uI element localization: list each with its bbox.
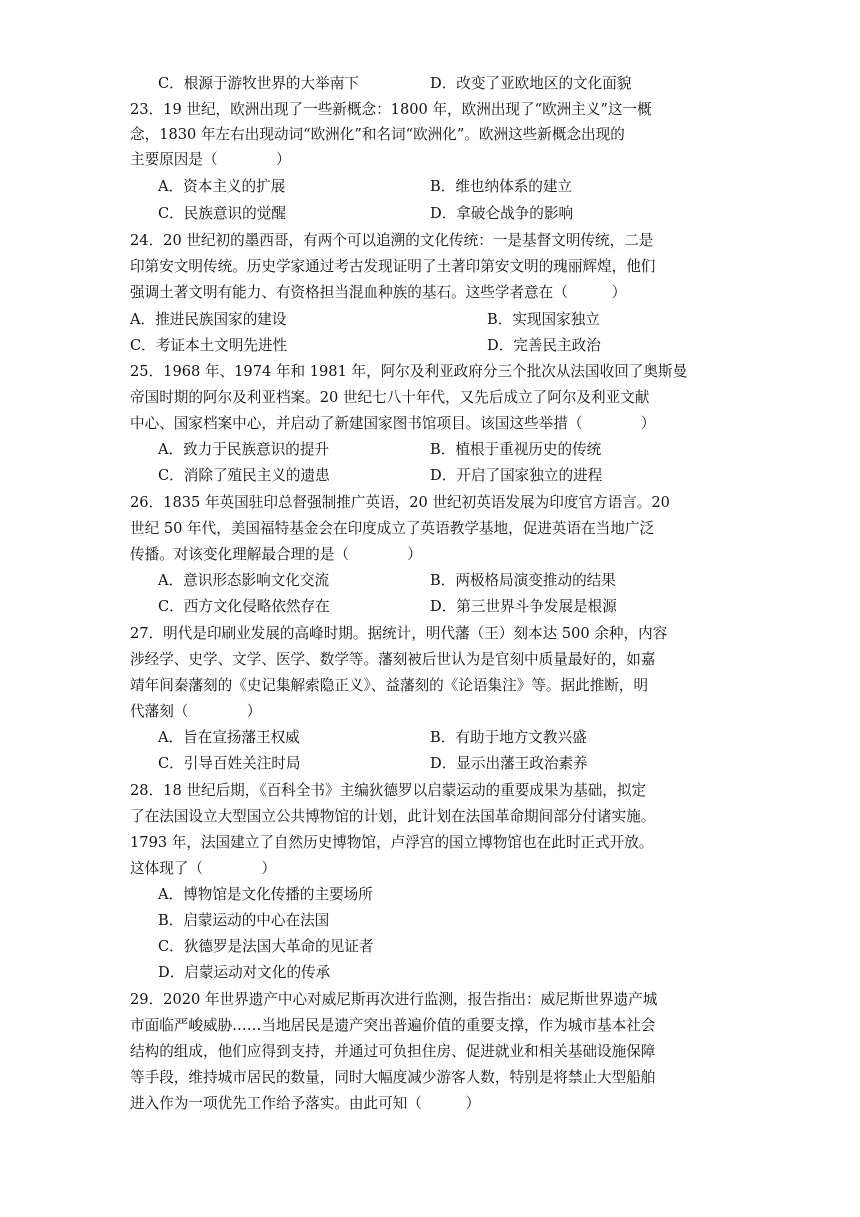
q25-option-b: B．植根于重视历史的传统 [430,441,602,458]
q23-stem-line: 主要原因是（ ） [130,151,291,168]
q25-option-a: A．致力于民族意识的提升 [158,441,330,458]
q23-stem-line: 23．19 世纪，欧洲出现了一些新概念：1800 年，欧洲出现了“欧洲主义”这一概 [130,101,652,118]
q25-stem-line: 25．1968 年、1974 年和 1981 年，阿尔及利亚政府分三个批次从法国收回了奥斯曼 [130,363,688,380]
q29-stem-line: 结构的组成，他们应得到支持，并通过可负担住房、促进就业和相关基础设施保障 [130,1043,656,1060]
q27-stem-line: 靖年间秦藩刻的《史记集解索隐正义》、益藩刻的《论语集注》等。据此推断，明 [130,677,649,694]
q29-stem-line: 29．2020 年世界遗产中心对威尼斯再次进行监测，报告指出：威尼斯世界遗产城 [130,991,658,1008]
q27-stem-line: 涉经学、史学、文学、医学、数学等。藩刻被后世认为是官刻中质量最好的，如嘉 [130,651,656,668]
q26-stem-line: 26．1835 年英国驻印总督强制推广英语，20 世纪初英语发展为印度官方语言。20 [130,494,670,511]
q22-option-c: C．根源于游牧世界的大举南下 [158,75,359,92]
q29-stem-line: 等手段，维持城市居民的数量，同时大幅度减少游客人数，特别是将禁止大型船舶 [130,1069,656,1086]
q27-option-b: B．有助于地方文教兴盛 [430,729,587,746]
q24-stem-line: 印第安文明传统。历史学家通过考古发现证明了土著印第安文明的瑰丽辉煌，他们 [130,258,656,275]
q28-stem-line: 1793 年，法国建立了自然历史博物馆，卢浮宫的国立博物馆也在此时正式开放。 [130,834,654,851]
q26-option-b: B．两极格局演变推动的结果 [430,572,616,589]
q28-option-d: D．启蒙运动对文化的传承 [158,964,331,981]
q27-option-c: C．引导百姓关注时局 [158,755,301,772]
q24-option-a: A．推进民族国家的建设 [130,311,287,328]
q23-option-d: D．拿破仑战争的影响 [430,205,574,222]
q29-stem-line: 市面临严峻威胁……当地居民是遗产突出普遍价值的重要支撑，作为城市基本社会 [130,1017,656,1034]
q28-option-b: B．启蒙运动的中心在法国 [158,912,330,929]
q25-stem-line: 帝国时期的阿尔及利亚档案。20 世纪七八十年代，又先后成立了阿尔及利亚文献 [130,389,650,406]
q28-stem-line: 了在法国设立大型国立公共博物馆的计划，此计划在法国革命期间部分付诸实施。 [130,808,656,825]
q23-option-c: C．民族意识的觉醒 [158,205,286,222]
q22-option-d: D．改变了亚欧地区的文化面貌 [430,75,632,92]
q27-stem-line: 代藩刻（ ） [130,703,262,720]
q23-option-b: B．维也纳体系的建立 [430,178,573,195]
q27-option-a: A．旨在宣扬藩王权威 [158,729,300,746]
q29-stem-line: 进入作为一项优先工作给予落实。由此可知（ ） [130,1095,481,1112]
q28-stem-line: 这体现了（ ） [130,860,276,877]
q27-option-d: D．显示出藩王政治素养 [430,755,588,772]
q26-option-a: A．意识形态影响文化交流 [158,572,330,589]
q24-stem-line: 强调土著文明有能力、有资格担当混血种族的基石。这些学者意在（ ） [130,284,627,301]
q25-option-d: D．开启了国家独立的进程 [430,467,603,484]
q26-option-d: D．第三世界斗争发展是根源 [430,598,617,615]
q26-stem-line: 传播。对该变化理解最合理的是（ ） [130,546,422,563]
q24-option-b: B．实现国家独立 [487,311,600,328]
q25-stem-line: 中心、国家档案中心，并启动了新建国家图书馆项目。该国这些举措（ ） [130,415,656,432]
q26-stem-line: 世纪 50 年代，美国福特基金会在印度成立了英语教学基地，促进英语在当地广泛 [130,520,655,537]
q24-stem-line: 24．20 世纪初的墨西哥，有两个可以追溯的文化传统：一是基督文明传统，二是 [130,232,654,249]
q24-option-c: C．考证本土文明先进性 [130,337,288,354]
q28-stem-line: 28．18 世纪后期，《百科全书》主编狄德罗以启蒙运动的重要成果为基础，拟定 [130,782,647,799]
q23-option-a: A．资本主义的扩展 [158,178,286,195]
q28-option-a: A．博物馆是文化传播的主要场所 [158,886,373,903]
q28-option-c: C．狄德罗是法国大革命的见证者 [158,938,374,955]
q26-option-c: C．西方文化侵略依然存在 [158,598,330,615]
q27-stem-line: 27．明代是印刷业发展的高峰时期。据统计，明代藩（王）刻本达 500 余种，内容 [130,625,668,642]
q24-option-d: D．完善民主政治 [487,337,601,354]
q25-option-c: C．消除了殖民主义的遗患 [158,467,330,484]
q23-stem-line: 念，1830 年左右出现动词“欧洲化”和名词“欧洲化”。欧洲这些新概念出现的 [130,126,625,143]
